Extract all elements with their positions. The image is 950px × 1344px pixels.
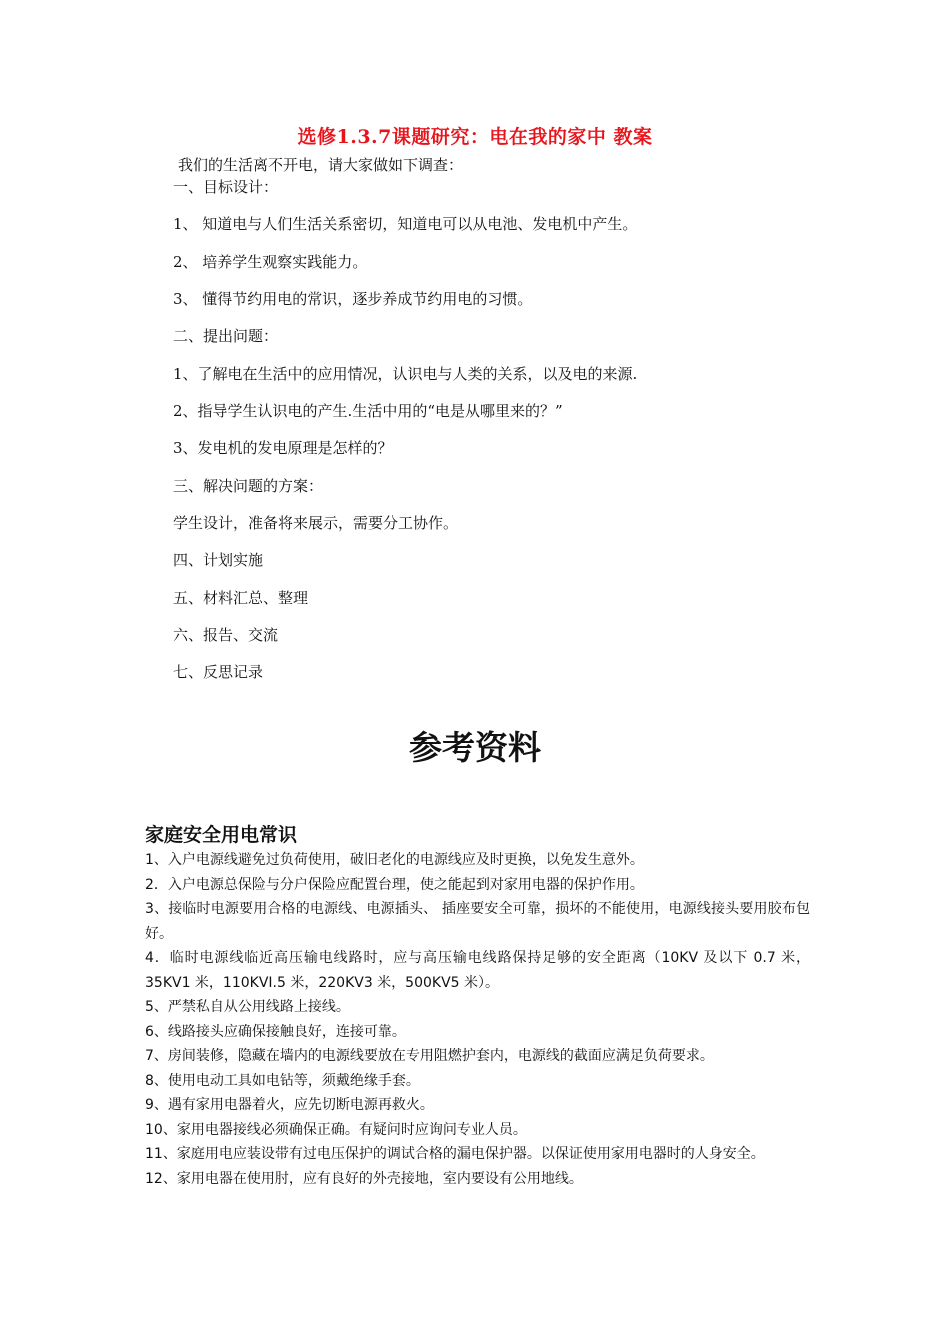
safety-rule: 3、接临时电源要用合格的电源线、电源插头、 插座要安全可靠，损坏的不能使用，电源线接头要用胶布包好。 <box>145 901 810 942</box>
lesson-line: 二、提出问题： <box>173 327 279 345</box>
lesson-line: 六、报告、交流 <box>173 626 279 644</box>
safety-rule: 10、家用电器接线必须确保正确。有疑问时应询问专业人员。 <box>145 1121 527 1138</box>
safety-rule: 8、使用电动工具如电钻等，须戴绝缘手套。 <box>145 1072 420 1089</box>
safety-rule: 7、房间装修，隐藏在墙内的电源线要放在专用阻燃护套内，电源线的截面应满足负荷要求。 <box>145 1048 714 1064</box>
safety-rule: 12、家用电器在使用肘，应有良好的外壳接地，室内要设有公用地线。 <box>145 1170 583 1187</box>
safety-rule: 9、遇有家用电器着火，应先切断电源再救火。 <box>145 1097 434 1113</box>
lesson-line: 2、指导学生认识电的产生.生活中用的“电是从哪里来的？” <box>173 402 563 420</box>
lesson-line: 三、解决问题的方案： <box>173 477 324 495</box>
lesson-line: 2、 培养学生观察实践能力。 <box>173 253 368 271</box>
lesson-line: 学生设计，准备将来展示，需要分工协作。 <box>173 514 459 532</box>
lesson-line: 1、了解电在生活中的应用情况，认识电与人类的关系，以及电的来源. <box>173 365 638 383</box>
lesson-line: 一、目标设计： <box>173 178 279 196</box>
reference-heading: 参考资料 <box>409 728 541 767</box>
document-title: 选修1.3.7课题研究：电在我的家中 教案 <box>297 126 653 148</box>
lesson-line: 五、材料汇总、整理 <box>173 589 309 607</box>
lesson-line: 3、发电机的发电原理是怎样的？ <box>173 439 393 457</box>
safety-rule: 1、入户电源线避免过负荷使用，破旧老化的电源线应及时更换，以免发生意外。 <box>145 852 644 868</box>
safety-heading: 家庭安全用电常识 <box>145 824 298 846</box>
safety-rule: 4．临时电源线临近高压输电线路时，应与高压输电线路保持足够的安全距离（10KV 及以下 0.7 米，35KV1 米，110KVI.5 米，220KV3 米，500KV5 米）。 <box>145 950 810 991</box>
safety-rule: 6、线路接头应确保接触良好，连接可靠。 <box>145 1023 406 1040</box>
lesson-line: 1、 知道电与人们生活关系密切，知道电可以从电池、发电机中产生。 <box>173 215 638 233</box>
safety-rule: 2．入户电源总保险与分户保险应配置台理，使之能起到对家用电器的保护作用。 <box>145 876 644 893</box>
lesson-line: 四、计划实施 <box>173 551 264 569</box>
intro-text: 我们的生活离不开电，请大家做如下调查： <box>178 156 464 174</box>
safety-rule: 11、家庭用电应装设带有过电压保护的调试合格的漏电保护器。以保证使用家用电器时的人身安全。 <box>145 1146 765 1162</box>
safety-rule: 5、严禁私自从公用线路上接线。 <box>145 999 350 1015</box>
lesson-line: 3、 懂得节约用电的常识，逐步养成节约用电的习惯。 <box>173 290 533 308</box>
safety-rules-list <box>145 848 810 1191</box>
lesson-line: 七、反思记录 <box>173 663 264 681</box>
